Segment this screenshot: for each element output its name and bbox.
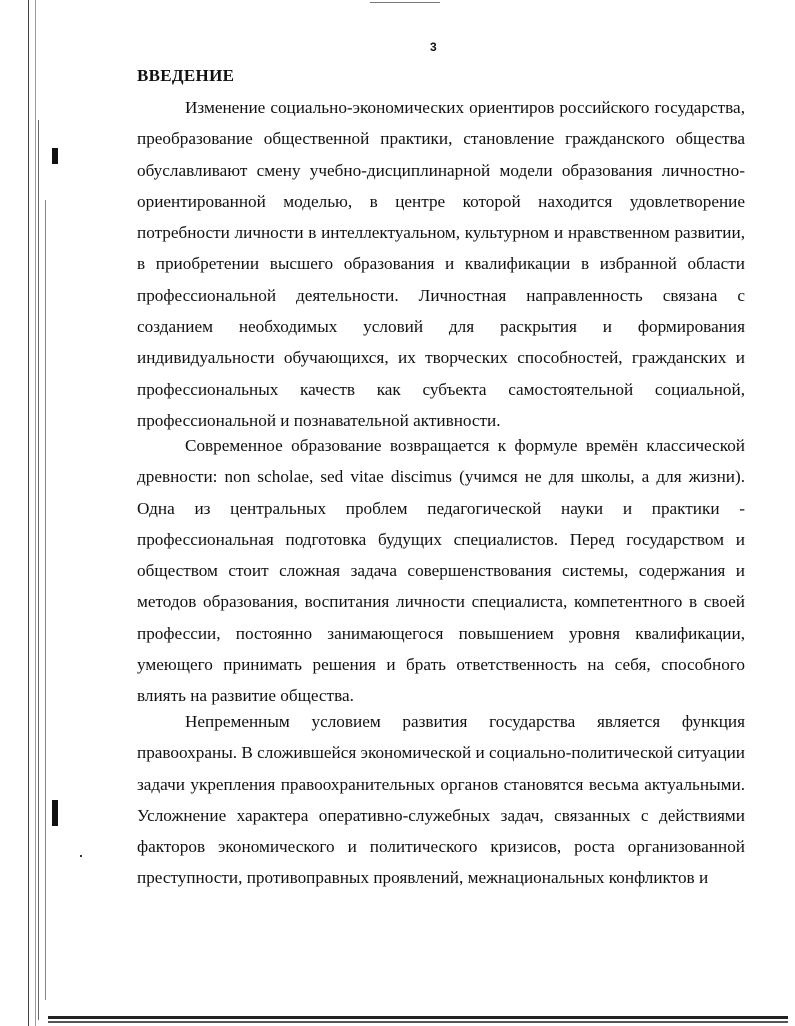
- scan-binding-edge: [28, 0, 36, 1026]
- scan-mark: [52, 800, 58, 826]
- scan-bottom-edge: [48, 1016, 788, 1019]
- paragraph: Непременным условием развития государства является функция правоохраны. В сложившейся экономической и социально-политической ситуации задачи укрепления правоохранительных органов становятся весьма актуальными. Усложнение характера оперативно-служебных задач, связанных с действиями факторов экономического и политического кризисов, роста организованной преступности, противоправных проявлений, межнациональных конфликтов и: [137, 712, 745, 888]
- scan-speck: [80, 855, 82, 857]
- scan-mark: [52, 148, 58, 164]
- scan-binding-line: [45, 200, 46, 1000]
- paragraph: Современное образование возвращается к формуле времён классической древности: non scholae, sed vitae discimus (учимся не для школы, а для жизни). Одна из центральных проблем педагогической науки и практики - профессиональная подготовка будущих специалистов. Перед государством и обществом стоит сложная задача совершенствования системы, содержания и методов образования, воспитания личности специалиста, компетентного в своей профессии, постоянно занимающегося повышением уровня квалификации, умеющего принимать решения и брать ответственность на себя, способного влиять на развитие общества.: [137, 436, 745, 706]
- scan-top-line: [370, 2, 440, 3]
- scan-bottom-edge: [48, 1021, 788, 1023]
- page-number: 3: [430, 40, 437, 54]
- section-heading: ВВЕДЕНИЕ: [137, 66, 235, 85]
- text-block: [137, 430, 745, 712]
- scan-binding-line: [38, 120, 39, 1020]
- text-block: [137, 706, 745, 894]
- text-block: [137, 92, 745, 436]
- paragraph: Изменение социально-экономических ориентиров российского государства, преобразование общественной практики, становление гражданского общества обуславливают смену учебно-дисциплинарной модели образования личностно-ориентированной моделью, в центре которой находится удовлетворение потребности личности в интеллектуальном, культурном и нравственном развитии, в приобретении высшего образования и квалификации в избранной области профессиональной деятельности. Личностная направленность связана с созданием необходимых условий для раскрытия и формирования индивидуальности обучающихся, их творческих способностей, гражданских и профессиональных качеств как субъекта самостоятельной социальной, профессиональной и познавательной активности.: [137, 98, 745, 430]
